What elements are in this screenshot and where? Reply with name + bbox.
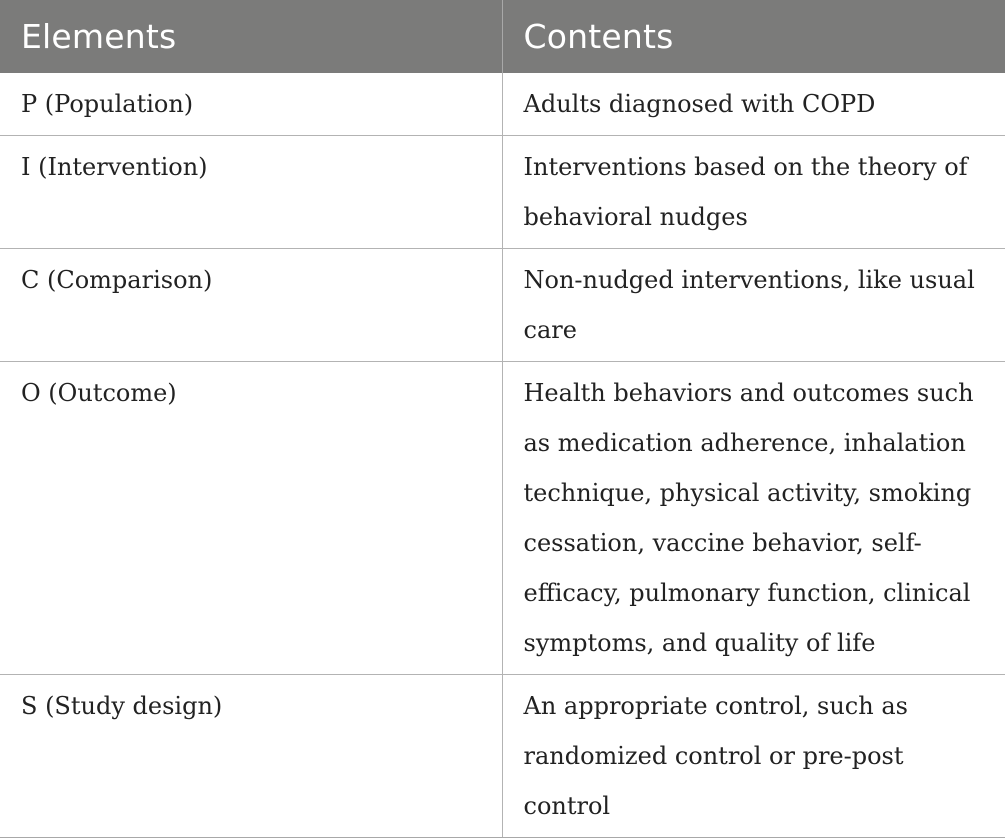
content-cell: Interventions based on the theory of behavioral nudges [502, 136, 1005, 249]
element-cell: C (Comparison) [0, 249, 502, 362]
table-row-population [0, 73, 1005, 136]
element-cell: I (Intervention) [0, 136, 502, 249]
table-row-study-design [0, 675, 1005, 838]
table-body [0, 73, 1005, 838]
content-cell: Non-nudged interventions, like usual care [502, 249, 1005, 362]
element-cell: P (Population) [0, 73, 502, 136]
table-header [0, 0, 1005, 73]
element-cell: O (Outcome) [0, 362, 502, 675]
table-row-intervention [0, 136, 1005, 249]
table-row-outcome [0, 362, 1005, 675]
element-cell: S (Study design) [0, 675, 502, 838]
table-row-comparison [0, 249, 1005, 362]
header-elements: Elements [21, 17, 177, 56]
content-cell: Adults diagnosed with COPD [502, 73, 1005, 136]
content-cell: An appropriate control, such as randomized control or pre-post control [502, 675, 1005, 838]
header-row [0, 0, 1005, 73]
content-cell: Health behaviors and outcomes such as medication adherence, inhalation technique, physical activity, smoking cessation, vaccine behavior, self-efficacy, pulmonary function, clinical symptoms, and quality of life [502, 362, 1005, 675]
header-contents: Contents [502, 0, 1005, 73]
